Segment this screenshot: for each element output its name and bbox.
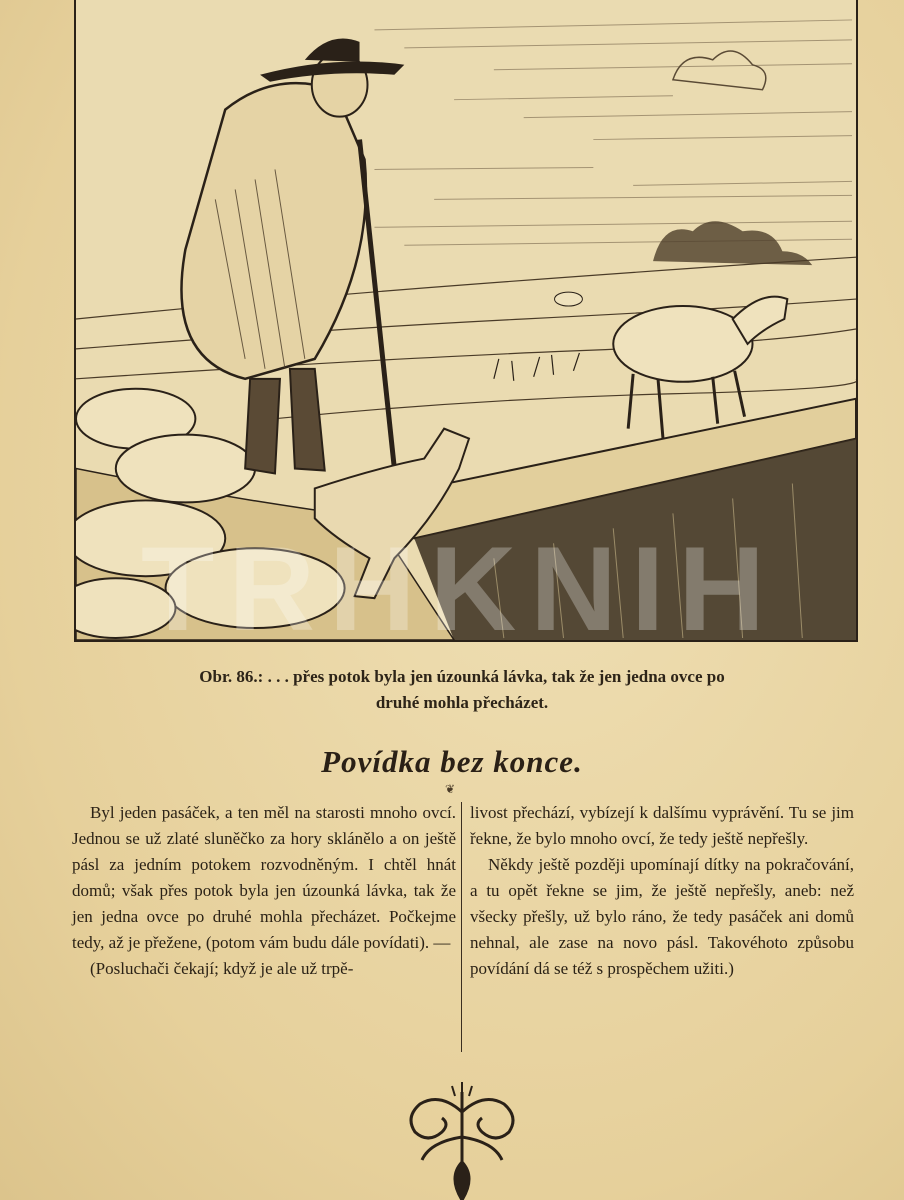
caption-line-2: druhé mohla přecházet. <box>375 693 549 712</box>
left-paragraph-2: (Posluchači čekají; když je ale už trpě- <box>90 959 354 978</box>
watermark-text: TRHKNIH <box>141 522 779 656</box>
figure-caption <box>72 664 852 716</box>
vignette-ornament-icon <box>400 1082 524 1200</box>
right-column <box>470 800 854 982</box>
left-column <box>72 800 456 982</box>
column-divider <box>461 802 462 1052</box>
caption-line-1: Obr. 86.: . . . přes potok byla jen úzounká lávka, tak že jen jedna ovce po <box>199 667 725 686</box>
right-paragraph-1: livost přechází, vybízejí k dalšímu vyprávění. Tu se jim řekne, že bylo mnoho ovcí, že tedy ještě nepřešly. <box>470 803 854 848</box>
illustration-shepherd-and-sheep <box>74 0 858 642</box>
heading-ornament-icon: ❦ <box>445 782 456 796</box>
engraving-image <box>76 0 856 640</box>
right-paragraph-2: Někdy ještě později upomínají dítky na pokračování, a tu opět řekne se jim, že ještě nepřešly, aneb: než všecky přešly, už bylo ráno, že tedy pasáček ani domů nehnal, ale zase na novo pásl. Takovéhoto způsobu povídání dá se též s prospěchem užiti.) <box>470 855 854 978</box>
story-title: Povídka bez konce. <box>321 744 583 779</box>
left-paragraph-1: Byl jeden pasáček, a ten měl na starosti mnoho ovcí. Jednou se už zlaté sluněčko za hory sklánělo a on ještě pásl za jedním potokem rozvodněným. I chtěl hnát domů; však přes potok byla jen úzounká lávka, tak že jen jedna ovce po druhé mohla přecházet. Počkejme tedy, až je přežene, (potom vám budu dále povídati). — <box>72 803 456 952</box>
